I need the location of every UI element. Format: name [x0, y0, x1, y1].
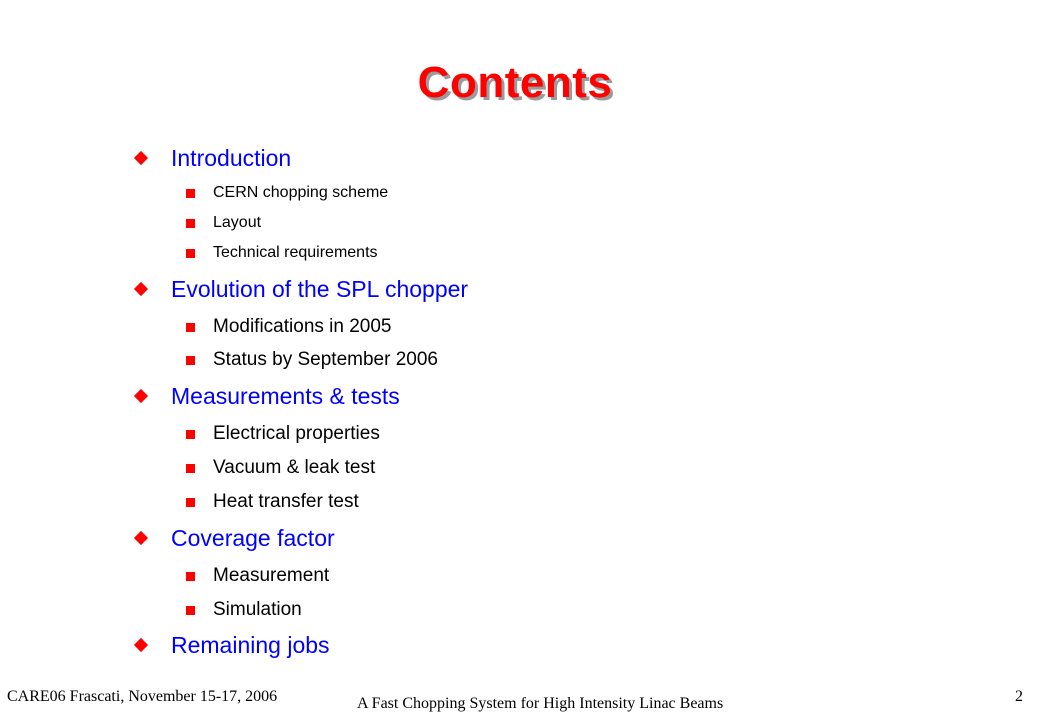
- section-label: Evolution of the SPL chopper: [171, 276, 469, 302]
- list-item-label: Technical requirements: [213, 244, 378, 261]
- slide-title: Contents: [417, 58, 613, 107]
- list-item-label: Electrical properties: [213, 423, 380, 444]
- square-bullet-icon: [186, 498, 195, 507]
- square-bullet-icon: [186, 606, 195, 615]
- section-label: Remaining jobs: [171, 632, 330, 658]
- square-bullet-icon: [186, 249, 195, 258]
- list-item-label: Heat transfer test: [213, 491, 359, 512]
- list-item-label: Measurement: [213, 565, 330, 586]
- diamond-bullet-icon: [134, 531, 148, 545]
- square-bullet-icon: [186, 219, 195, 228]
- footer-title: A Fast Chopping System for High Intensity Linac Beams: [357, 695, 724, 712]
- diamond-bullet-icon: [134, 282, 148, 296]
- list-item-label: Simulation: [213, 599, 302, 620]
- square-bullet-icon: [186, 572, 195, 581]
- list-item-label: Vacuum & leak test: [213, 457, 376, 478]
- diamond-bullet-icon: [134, 389, 148, 403]
- list-item-label: Status by September 2006: [213, 349, 438, 370]
- section-label: Introduction: [171, 145, 292, 171]
- diamond-bullet-icon: [134, 638, 148, 652]
- list-item-label: Layout: [213, 214, 262, 231]
- square-bullet-icon: [186, 464, 195, 473]
- diamond-bullet-icon: [134, 151, 148, 165]
- square-bullet-icon: [186, 356, 195, 365]
- square-bullet-icon: [186, 323, 195, 332]
- square-bullet-icon: [186, 430, 195, 439]
- square-bullet-icon: [186, 189, 195, 198]
- list-item-label: CERN chopping scheme: [213, 184, 389, 201]
- page-number: 2: [1015, 688, 1023, 705]
- list-item-label: Modifications in 2005: [213, 316, 392, 337]
- footer-event: CARE06 Frascati, November 15-17, 2006: [7, 688, 278, 705]
- section-label: Coverage factor: [171, 525, 335, 551]
- section-label: Measurements & tests: [171, 383, 400, 409]
